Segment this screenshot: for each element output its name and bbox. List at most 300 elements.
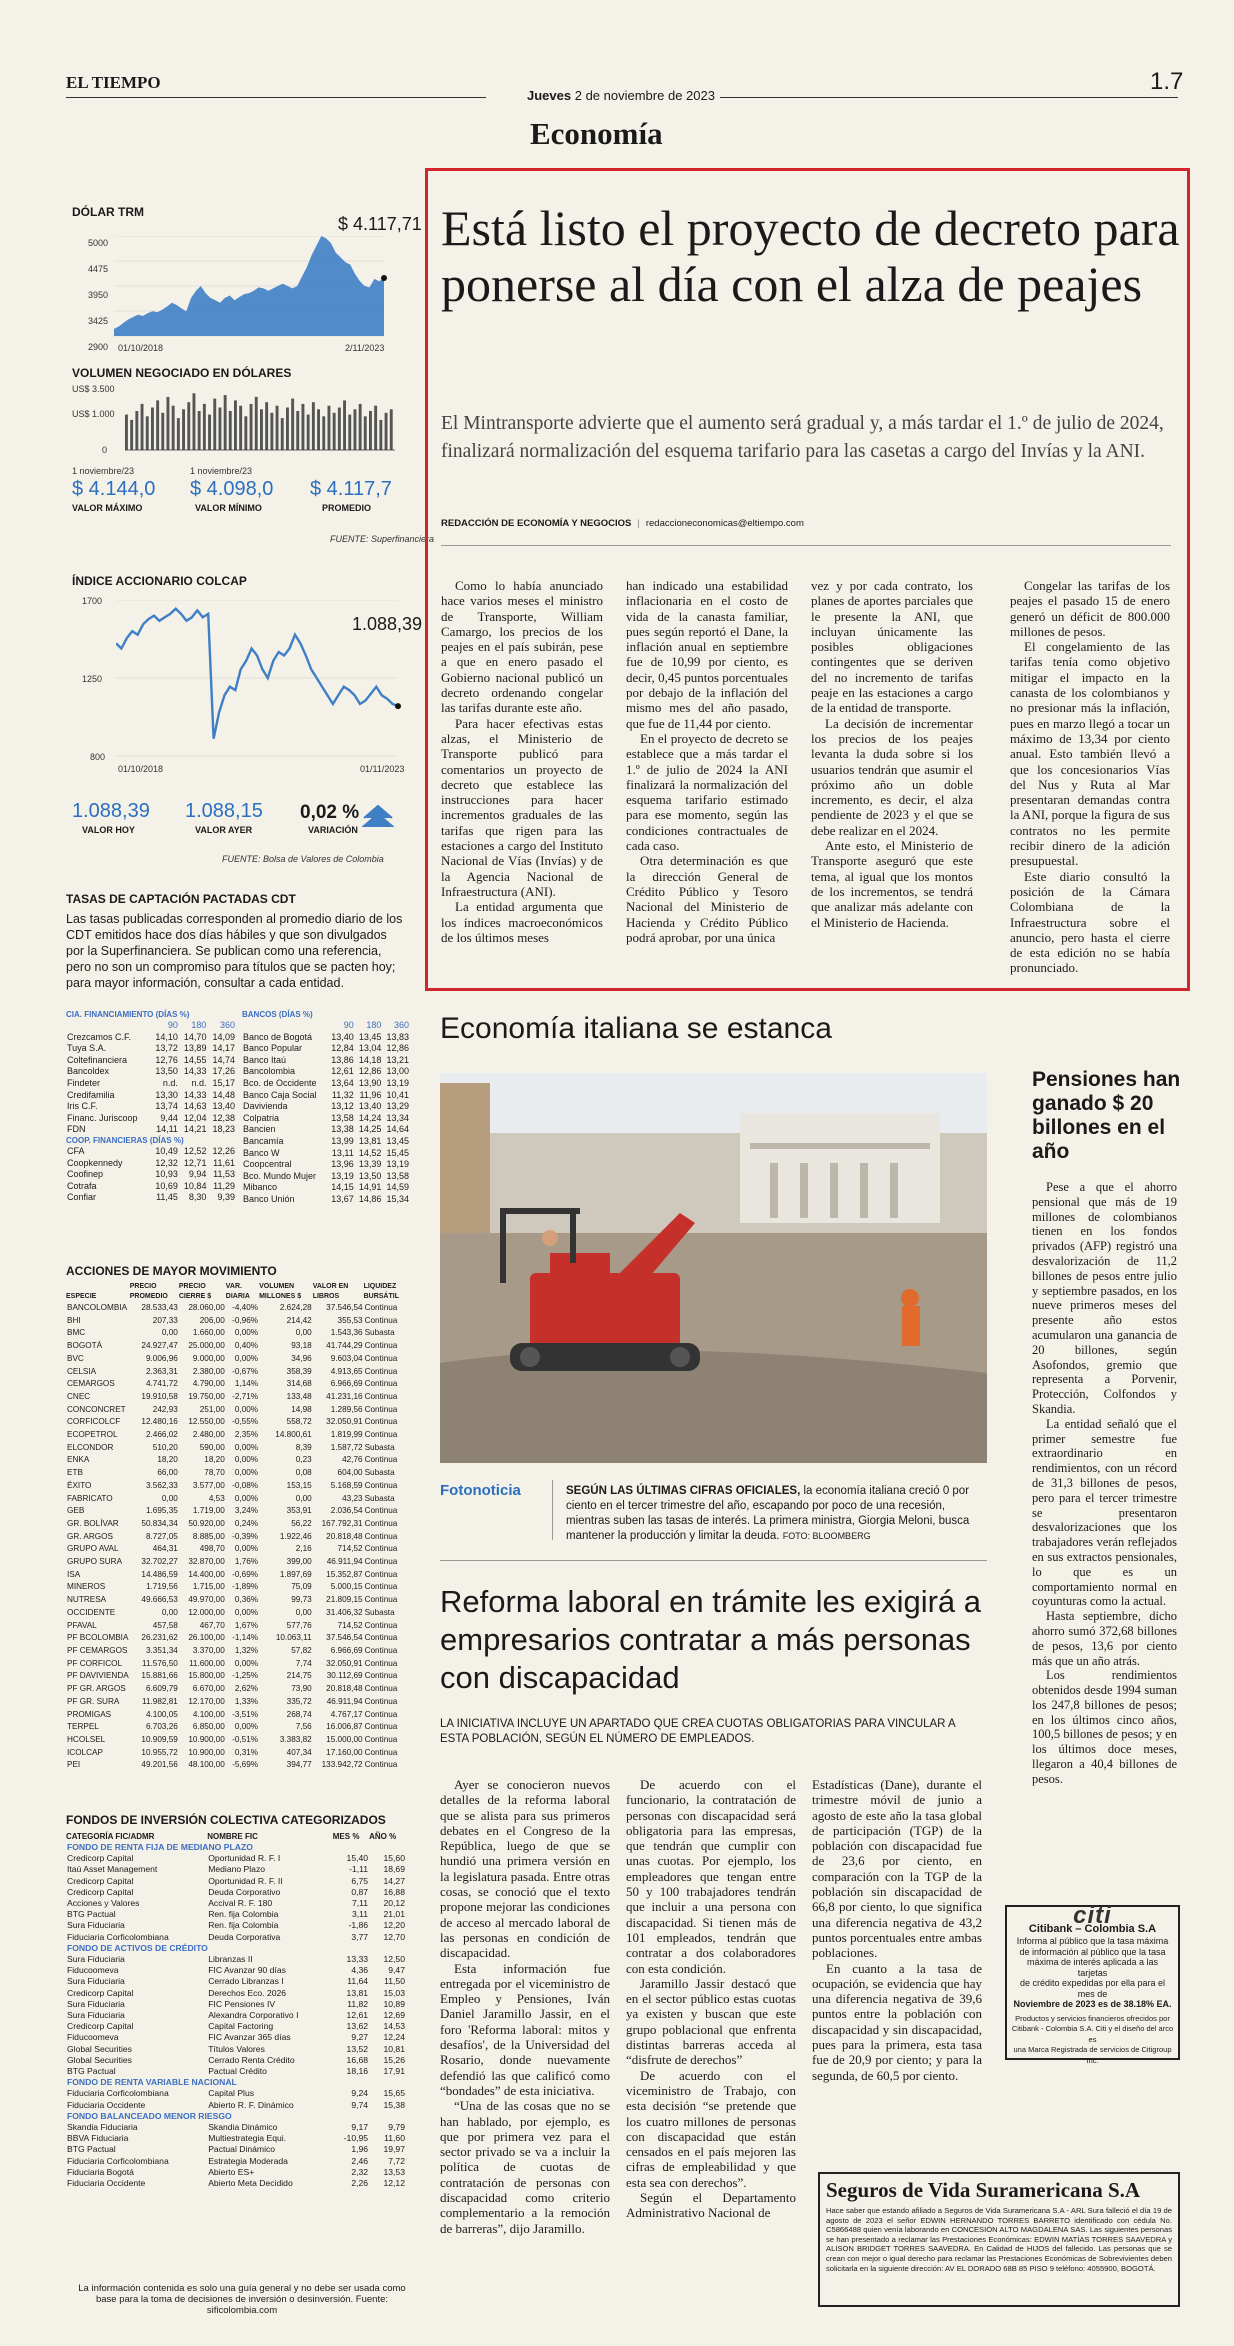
- paragraph: Estadísticas (Dane), durante el trimestre móvil de junio a agosto de este año la tasa global de participación (TGP) de la población con discapacidad fue de 23,6 por ciento, en comparación con la TGP de la población sin discapacidad de 66,8 por ciento, lo que significa una diferencia negativa de 43,2 puntos porcentuales entre ambas poblaciones.: [812, 1777, 982, 1961]
- table-cell: 1,14%: [234, 1379, 259, 1389]
- table-cell: 12,76: [155, 1054, 178, 1065]
- acciones-row: [66, 1416, 412, 1429]
- table-cell: 12,38: [212, 1112, 235, 1123]
- table-cell: 714,52: [337, 1544, 363, 1554]
- table-cell: 11,64: [347, 1976, 369, 1987]
- table-cell: 32.050,91: [326, 1658, 363, 1668]
- colcap-ayer-value: 1.088,15: [185, 800, 263, 822]
- table-cell: 2,46: [351, 2155, 369, 2166]
- table-label: BTG Pactual: [67, 2066, 116, 2077]
- table-cell: 13,19: [386, 1077, 409, 1088]
- table-label: CNEC: [67, 1391, 91, 1401]
- table-cell: Oportunidad R. F. I: [208, 1853, 281, 1864]
- table-cell: 714,52: [337, 1620, 363, 1630]
- table-cell: 32.702,27: [141, 1557, 178, 1567]
- table-cell: 6.703,26: [145, 1722, 178, 1732]
- table-label: Fiduciaria Corficolombiana: [67, 1931, 169, 1942]
- table-cell: 355,53: [337, 1315, 363, 1325]
- tasas-col: 180: [366, 1020, 382, 1030]
- italia-caption: [566, 1484, 986, 1544]
- table-label: Banco Popular: [243, 1043, 303, 1054]
- table-label: GEB: [67, 1506, 85, 1516]
- table-cell: Continua: [364, 1417, 398, 1427]
- table-cell: 13,45: [386, 1135, 409, 1146]
- fondos-row: [66, 2021, 406, 2032]
- volume-bar: [333, 413, 336, 450]
- table-cell: 13,45: [358, 1031, 382, 1042]
- tasas-row: [66, 1055, 236, 1067]
- table-cell: 14,11: [156, 1124, 178, 1135]
- table-cell: 399,00: [286, 1557, 312, 1567]
- table-label: Fiduciaria Corficolombiana: [67, 2088, 169, 2099]
- tasas-row: [242, 1101, 410, 1113]
- table-cell: 13,50: [358, 1170, 382, 1181]
- acciones-row: [66, 1493, 412, 1506]
- table-label: Acciones y Valores: [67, 1898, 140, 1909]
- table-label: GR. BOLÍVAR: [67, 1518, 119, 1528]
- caption-text: la economía italiana creció 0 por ciento en el tercer trimestre del año, escapando por poco de una recesión, mientras suben las tasas de interés. La primera ministra, Giorgia Meloni, busca mantener la producción y limitar la deuda.: [566, 1485, 970, 1542]
- fondos-footnote: La información contenida es solo una guía general y no debe ser usada como base para la toma de decisiones de inversión o desinversión. Fuente: sificolombia.com: [78, 2283, 406, 2316]
- table-cell: 15.881,66: [141, 1671, 178, 1681]
- date-rest: de noviembre de 2023: [585, 88, 715, 103]
- table-cell: 206,00: [199, 1315, 225, 1325]
- table-cell: -0,39%: [232, 1531, 259, 1541]
- table-cell: 1.715,00: [192, 1582, 225, 1592]
- page-date: [527, 88, 715, 103]
- table-cell: 0,00: [295, 1607, 312, 1617]
- table-label: CFA: [67, 1145, 85, 1156]
- paragraph: Pese a que el ahorro pensional que más de 19 millones de colombianos tienen en los fondos privados (AFP) registró una desvalorización de 11,2 billones de pesos entre julio y septiembre pasados, en los nueve primeros meses del presente año estos acumularon una ganancia de 20 billones, según Asofondos, gremio que representa a Porvenir, Protección, Colfondos y Skandia.: [1032, 1180, 1177, 1416]
- acciones-row: [66, 1620, 412, 1633]
- table-cell: 9.603,04: [330, 1353, 363, 1363]
- table-cell: 13,40: [358, 1101, 382, 1112]
- table-label: PROMIGAS: [67, 1709, 112, 1719]
- table-cell: 14,33: [183, 1089, 207, 1100]
- table-cell: 15.352,87: [326, 1569, 363, 1579]
- volume-bar: [379, 420, 382, 450]
- table-cell: 17.160,00: [326, 1747, 363, 1757]
- table-label: CELSIA: [67, 1366, 97, 1376]
- colcap-tick-2: 800: [90, 752, 106, 762]
- tasas-col: 360: [393, 1020, 409, 1030]
- table-cell: Alexandra Corporativo I: [208, 2010, 299, 2021]
- citi-line: Productos y servicios financieros ofrecidos por: [1015, 2013, 1170, 2023]
- table-cell: 10.909,59: [141, 1734, 178, 1744]
- table-cell: 16,88: [383, 1886, 405, 1897]
- table-cell: 0,00%: [234, 1493, 259, 1503]
- volume-bar: [302, 404, 305, 450]
- tasas-left-head: CIA. FINANCIAMIENTO (DÍAS %): [66, 1010, 190, 1019]
- table-cell: 21.809,15: [326, 1595, 363, 1605]
- paragraph: Jaramillo Jassir destacó que en el sector público estas cuotas ya existen y buscan que este grupo poblacional que enfrenta distintas barreras acceda al “disfrute de derechos”: [626, 1975, 796, 2068]
- table-cell: 0,00: [295, 1328, 312, 1338]
- table-cell: 13,83: [386, 1031, 409, 1042]
- table-cell: Continua: [364, 1404, 398, 1414]
- fondos-row: [66, 2133, 406, 2144]
- table-cell: 6.966,69: [330, 1379, 363, 1389]
- table-cell: 9,24: [351, 2088, 369, 2099]
- table-cell: Continua: [364, 1595, 398, 1605]
- volume-bar: [359, 404, 362, 450]
- table-cell: 2.036,54: [330, 1506, 363, 1516]
- table-label: Bancamía: [243, 1135, 284, 1146]
- table-cell: 32.870,00: [188, 1557, 225, 1567]
- table-cell: 13,58: [386, 1170, 409, 1181]
- colcap-end: 01/11/2023: [360, 764, 405, 774]
- table-cell: 49.666,53: [141, 1595, 178, 1605]
- table-cell: Cerrado Renta Crédito: [208, 2054, 295, 2065]
- paragraph: Los rendimientos obtenidos desde 1994 suman los 247,8 billones de pesos; en los últimos cinco años, 100,5 billones de pesos; y en los últimos doce meses, llegaron a 40,4 billones de pesos.: [1032, 1668, 1177, 1786]
- acciones-row: [66, 1404, 412, 1417]
- acciones-header: VALOR EN LIBROS: [312, 1283, 349, 1300]
- table-cell: 11,96: [359, 1089, 382, 1100]
- table-cell: 13,39: [358, 1159, 382, 1170]
- fondos-row: [66, 2044, 406, 2055]
- table-label: Banco Unión: [243, 1193, 295, 1204]
- colcap-start: 01/10/2018: [118, 764, 164, 774]
- table-cell: 0,31%: [234, 1747, 259, 1757]
- table-label: Bco. Mundo Mujer: [243, 1170, 317, 1181]
- table-cell: 43,23: [342, 1493, 363, 1503]
- table-cell: 0,00%: [234, 1658, 259, 1668]
- table-cell: 11,29: [213, 1180, 235, 1191]
- table-cell: 467,70: [199, 1620, 225, 1630]
- table-cell: 14,59: [386, 1182, 409, 1193]
- tasas-row: [66, 1169, 236, 1181]
- fondos-header: AÑO %: [369, 1832, 397, 1841]
- table-label: Tuya S.A.: [67, 1043, 107, 1054]
- table-cell: -1,14%: [232, 1633, 259, 1643]
- table-cell: 12.550,00: [188, 1417, 225, 1427]
- table-label: PF GR. ARGOS: [67, 1684, 126, 1694]
- fondos-row: [66, 1932, 406, 1943]
- table-cell: Continua: [364, 1430, 398, 1440]
- table-cell: 16.006,87: [326, 1722, 363, 1732]
- table-cell: Ren. fija Colombia: [208, 1909, 279, 1920]
- dolar-end: 2/11/2023: [345, 343, 385, 353]
- table-cell: 9,47: [388, 1965, 405, 1976]
- fondos-group: [66, 1842, 406, 1853]
- table-cell: 1.543,36: [330, 1328, 363, 1338]
- table-cell: 0,00: [161, 1607, 178, 1617]
- table-cell: 15,45: [386, 1147, 409, 1158]
- acciones-row: [66, 1543, 412, 1556]
- table-cell: 15,40: [346, 1853, 369, 1864]
- table-label: GR. ARGOS: [67, 1531, 113, 1541]
- tasas-row: [242, 1066, 410, 1078]
- volume-bar: [317, 409, 320, 450]
- reforma-col-2: [626, 1777, 796, 2221]
- colcap-ayer-label: VALOR AYER: [195, 825, 253, 835]
- colcap-tick-0: 1700: [82, 596, 103, 606]
- volume-bar: [213, 399, 216, 450]
- table-label: Credicorp Capital: [67, 1987, 134, 1998]
- vol-tick-2: US$ 1.000: [72, 409, 115, 419]
- table-label: Credicorp Capital: [67, 2021, 134, 2032]
- table-cell: 13,21: [386, 1054, 409, 1065]
- table-cell: 604,00: [337, 1468, 363, 1478]
- volume-bar: [296, 411, 299, 450]
- table-cell: 13,64: [331, 1077, 354, 1088]
- citi-line: de crédito expedidas por ella para el mes de: [1019, 1978, 1166, 1999]
- tasas-row: [242, 1159, 410, 1171]
- tasas-row: [242, 1113, 410, 1125]
- seguros-ad: [818, 2172, 1180, 2307]
- volume-bar: [161, 413, 164, 450]
- table-cell: 207,33: [152, 1315, 178, 1325]
- table-cell: 0,00%: [234, 1404, 259, 1414]
- volume-bar: [208, 415, 211, 450]
- table-cell: 15,60: [383, 1853, 405, 1864]
- table-cell: 14,21: [183, 1124, 207, 1135]
- tasas-row: [66, 1078, 236, 1090]
- table-cell: 15,38: [383, 2099, 405, 2110]
- table-cell: 12,86: [386, 1043, 409, 1054]
- table-cell: 1.587,72: [330, 1442, 363, 1452]
- table-label: ECOPETROL: [67, 1430, 118, 1440]
- table-cell: Pactual Crédito: [208, 2066, 267, 2077]
- volume-bar: [172, 406, 175, 450]
- table-label: PF GR. SURA: [67, 1696, 120, 1706]
- table-cell: 2,35%: [234, 1430, 259, 1440]
- table-cell: 15,34: [386, 1193, 409, 1204]
- paragraph: De acuerdo con el funcionario, la contratación de personas con discapacidad será obligatoria para las empresas, que tendrán que cumplir con unas cuotas. Por ejemplo, los empleadores que tengan entre 50 y 100 trabajadores tendrán que incluir a una persona con discapacidad. Si tienen más de 101 empleados, tendrán que contratar a dos colaboradores con esta condición.: [626, 1777, 796, 1976]
- acciones-row: [66, 1467, 412, 1480]
- table-label: Iris C.F.: [67, 1101, 98, 1112]
- table-cell: 8.885,00: [192, 1531, 225, 1541]
- table-label: Credicorp Capital: [67, 1853, 134, 1864]
- acciones-header: LIQUIDEZ BURSÁTIL: [363, 1283, 399, 1300]
- table-cell: 13,67: [331, 1193, 354, 1204]
- table-cell: 10.900,00: [188, 1747, 225, 1757]
- table-cell: 1,76%: [234, 1557, 259, 1567]
- table-label: Banco Caja Social: [243, 1089, 317, 1100]
- colcap-hoy-value: 1.088,39: [72, 800, 150, 822]
- table-label: Sura Fiduciaria: [67, 1954, 125, 1965]
- table-label: NUTRESA: [67, 1595, 107, 1605]
- table-cell: Ren. fija Colombia: [208, 1920, 279, 1931]
- table-cell: 0,24%: [234, 1518, 259, 1528]
- table-label: Fiduciaria Occidente: [67, 2178, 146, 2189]
- table-cell: 9,39: [217, 1192, 235, 1203]
- tasas-row: [66, 1043, 236, 1055]
- fondos-group-label: FONDO BALANCEADO MENOR RIESGO: [67, 2110, 232, 2121]
- table-cell: 12,69: [383, 2010, 405, 2021]
- table-cell: Continua: [364, 1518, 398, 1528]
- volume-bar: [260, 409, 263, 450]
- section-title: Economía: [530, 116, 663, 151]
- tasas-row: [66, 1181, 236, 1193]
- table-cell: Continua: [364, 1671, 398, 1681]
- table-cell: n.d.: [162, 1077, 178, 1088]
- table-cell: 8,30: [188, 1192, 207, 1203]
- table-cell: 14,17: [212, 1043, 235, 1054]
- table-label: Financ. Juriscoop: [67, 1112, 138, 1123]
- table-cell: 4.790,00: [192, 1379, 225, 1389]
- table-cell: -0,55%: [232, 1417, 259, 1427]
- table-cell: 6.850,00: [192, 1722, 225, 1732]
- table-cell: 20.818,48: [326, 1684, 363, 1694]
- table-cell: Skandia Dinámico: [208, 2122, 278, 2133]
- table-cell: 28.060,00: [188, 1303, 225, 1312]
- colcap-var-label: VARIACIÓN: [308, 825, 358, 835]
- tasas-col: 90: [167, 1020, 178, 1030]
- table-cell: 167.792,31: [321, 1518, 363, 1528]
- volume-bar: [125, 415, 128, 450]
- table-cell: 13,90: [358, 1077, 382, 1088]
- table-cell: Continua: [364, 1722, 398, 1732]
- volume-bar: [146, 416, 149, 450]
- table-cell: 394,77: [286, 1760, 312, 1770]
- acciones-header: PRECIO PROMEDIO: [129, 1283, 168, 1300]
- acciones-row: [66, 1378, 412, 1391]
- acciones-row: [66, 1302, 412, 1315]
- table-cell: Oportunidad R. F. II: [208, 1875, 283, 1886]
- acciones-row: [66, 1429, 412, 1442]
- table-label: Credicorp Capital: [67, 1886, 134, 1897]
- table-cell: 9,17: [351, 2122, 369, 2133]
- paragraph: Ante esto, el Ministerio de Transporte aseguró que este tema, al igual que los montos de los incrementos, se tendrá que analizar más adelante con el Ministerio de Hacienda.: [811, 838, 973, 930]
- acciones-header: VOLUMEN MILLONES $: [259, 1283, 302, 1300]
- tasas-row: [242, 1043, 410, 1055]
- tasas-row: [66, 1032, 236, 1044]
- table-cell: 2.380,00: [192, 1366, 225, 1376]
- table-cell: 0,87: [351, 1886, 369, 1897]
- table-cell: 133,48: [286, 1391, 312, 1401]
- table-cell: 13,30: [155, 1089, 178, 1100]
- volume-bar: [369, 411, 372, 450]
- table-cell: 4.913,65: [330, 1366, 363, 1376]
- table-cell: 1,32%: [234, 1645, 259, 1655]
- table-cell: 214,42: [286, 1315, 312, 1325]
- fondos-row: [66, 1999, 406, 2010]
- photo-credit: FOTO: BLOOMBERG: [782, 1531, 871, 1541]
- byline-author: REDACCIÓN DE ECONOMÍA Y NEGOCIOS: [441, 518, 632, 529]
- table-cell: 1,67%: [234, 1620, 259, 1630]
- table-cell: 0,00%: [234, 1607, 259, 1617]
- table-cell: 49.970,00: [188, 1595, 225, 1605]
- acciones-header: VAR. DIARIA: [225, 1283, 250, 1300]
- acciones-row: [66, 1353, 412, 1366]
- tasas-left-table: [66, 1010, 236, 1204]
- page-number: 1.7: [1150, 68, 1184, 95]
- table-label: BTG Pactual: [67, 2144, 116, 2155]
- table-cell: Continua: [364, 1734, 398, 1744]
- table-cell: -10,95: [343, 2133, 369, 2144]
- table-cell: 153,15: [286, 1480, 312, 1490]
- fondos-group: [66, 2077, 406, 2088]
- table-cell: 66,00: [157, 1468, 178, 1478]
- table-label: Mibanco: [243, 1182, 278, 1193]
- volume-bar: [270, 413, 273, 450]
- main-col-1: [441, 578, 603, 945]
- table-cell: 12,32: [155, 1157, 178, 1168]
- table-label: ELCONDOR: [67, 1442, 114, 1452]
- main-col-4: [1010, 578, 1170, 976]
- table-cell: 31.406,32: [326, 1607, 363, 1617]
- dolar-last-point: [381, 275, 387, 281]
- table-cell: 13,89: [183, 1043, 207, 1054]
- fondos-row: [66, 2167, 406, 2178]
- table-cell: -3,51%: [232, 1709, 259, 1719]
- table-label: Davivienda: [243, 1101, 288, 1112]
- fondos-group: [66, 2111, 406, 2122]
- volume-bar: [198, 411, 201, 450]
- table-label: Sura Fiduciaria: [67, 1998, 125, 2009]
- table-cell: 11.982,81: [142, 1696, 178, 1706]
- main-byline: REDACCIÓN DE ECONOMÍA Y NEGOCIOS | redaccioneconomicas@eltiempo.com: [441, 518, 804, 529]
- table-cell: 14,25: [358, 1124, 382, 1135]
- table-cell: 15,65: [383, 2088, 405, 2099]
- byline-email[interactable]: redaccioneconomicas@eltiempo.com: [645, 518, 804, 529]
- table-cell: 14.800,61: [275, 1430, 312, 1440]
- table-cell: 3,11: [351, 1909, 369, 1920]
- table-cell: 78,70: [204, 1468, 225, 1478]
- tasas-row: [66, 1101, 236, 1113]
- table-label: BBVA Fiduciaria: [67, 2133, 129, 2144]
- acciones-header: ESPECIE: [66, 1293, 97, 1300]
- table-label: ENKA: [67, 1455, 90, 1465]
- table-cell: 1,33%: [234, 1696, 259, 1706]
- table-cell: 558,72: [286, 1417, 312, 1427]
- table-cell: Continua: [364, 1620, 398, 1630]
- table-cell: 56,22: [291, 1518, 312, 1528]
- tasas-col: 360: [219, 1020, 235, 1030]
- table-label: Bancien: [243, 1124, 276, 1135]
- table-cell: -0,51%: [232, 1734, 259, 1744]
- acciones-row: [66, 1721, 412, 1734]
- tasas-row: [66, 1066, 236, 1078]
- italia-photo: [440, 1073, 987, 1463]
- table-cell: 14,55: [183, 1054, 207, 1065]
- table-cell: 3.577,00: [192, 1480, 225, 1490]
- table-label: Credicorp Capital: [67, 1875, 134, 1886]
- tasas-row: [66, 1124, 236, 1136]
- table-cell: 13,81: [346, 1987, 369, 1998]
- reforma-col-3: [812, 1777, 982, 2083]
- dolar-axis: 5000 4475 3950 3425 2900: [87, 238, 108, 352]
- volume-bar: [364, 416, 367, 450]
- table-label: ICOLCAP: [67, 1747, 103, 1757]
- tasas-row: [242, 1136, 410, 1148]
- acciones-row: [66, 1480, 412, 1493]
- table-label: Banco W: [243, 1147, 280, 1158]
- table-cell: 457,58: [152, 1620, 178, 1630]
- table-label: ÉXITO: [67, 1480, 92, 1490]
- fondos-group: [66, 1943, 406, 1954]
- acciones-title: ACCIONES DE MAYOR MOVIMIENTO: [66, 1264, 277, 1278]
- table-cell: 14,24: [358, 1112, 382, 1123]
- acciones-row: [66, 1747, 412, 1760]
- table-cell: 7,11: [351, 1898, 369, 1909]
- table-cell: 9.006,96: [145, 1353, 178, 1363]
- table-cell: -4,40%: [232, 1303, 259, 1312]
- table-cell: -0,69%: [232, 1569, 259, 1579]
- volume-bar: [328, 406, 331, 450]
- table-cell: 510,20: [152, 1442, 178, 1452]
- table-cell: 42,76: [342, 1455, 363, 1465]
- paragraph: Como lo había anunciado hace varios meses el ministro de Transporte, William Camargo, los precios de los peajes en el país subirán, pese a que en enero pasado el Gobierno nacional publicó un decreto ordenando congelar las tarifas durante este año.: [441, 578, 603, 716]
- dolar-last-value: $ 4.117,71: [338, 214, 422, 234]
- table-cell: 498,70: [199, 1544, 225, 1554]
- table-cell: 0,00%: [234, 1455, 259, 1465]
- acciones-row: [66, 1366, 412, 1379]
- table-cell: 57,82: [291, 1645, 312, 1655]
- tasas-row: [242, 1055, 410, 1067]
- colcap-fuente: FUENTE: Bolsa de Valores de Colombia: [222, 854, 384, 864]
- table-cell: Continua: [364, 1544, 398, 1554]
- table-cell: 1.660,00: [192, 1328, 225, 1338]
